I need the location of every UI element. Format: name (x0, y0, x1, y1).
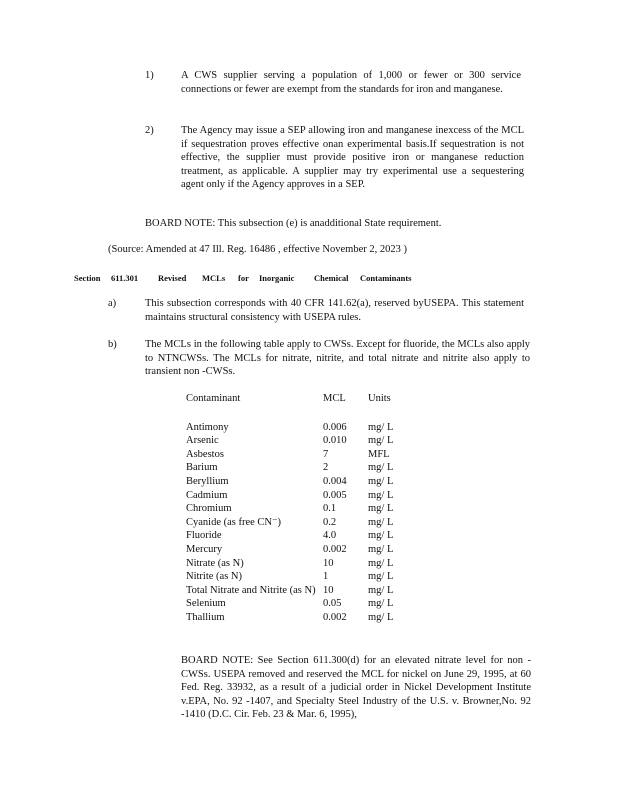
units-cell: mg/ L (368, 584, 394, 596)
contaminant-cell: Barium (186, 462, 218, 474)
contaminant-cell: Nitrite (as N) (186, 571, 242, 583)
contaminant-cell: Cadmium (186, 489, 228, 501)
mcl-cell: 0.2 (323, 516, 337, 528)
mcl-cell: 0.1 (323, 503, 337, 515)
contaminant-cell: Fluoride (186, 530, 222, 542)
units-cell: MFL (368, 448, 390, 460)
units-cell: mg/ L (368, 489, 394, 501)
contaminant-cell: Asbestos (186, 448, 224, 460)
heading-word: Contaminants (360, 273, 412, 283)
units-cell: mg/ L (368, 462, 394, 474)
table-row (186, 584, 408, 598)
mcl-cell: 0.05 (323, 598, 342, 610)
section-label: Section (74, 273, 101, 283)
mcl-cell: 1 (323, 571, 329, 583)
subsection-text: The MCLs in the following table apply to CWSs. Except for fluoride, the MCLs also apply to NTNCWSs. The MCLs for nitrate, nitrite, and total nitrate and nitrite also apply to transient non -CWSs. (145, 339, 530, 378)
table-row (186, 570, 408, 584)
units-cell: mg/ L (368, 598, 394, 610)
table-header-row (186, 392, 408, 421)
table-row (186, 529, 408, 543)
mcl-cell: 2 (323, 462, 329, 474)
mcl-cell: 0.005 (323, 489, 347, 501)
mcl-cell: 10 (323, 584, 334, 596)
table-row (186, 489, 408, 503)
contaminant-cell: Nitrate (as N) (186, 557, 244, 569)
heading-word: MCLs (202, 273, 226, 283)
table-row (186, 421, 408, 435)
contaminant-cell: Thallium (186, 611, 225, 623)
table-row (186, 434, 408, 448)
contaminant-cell: Chromium (186, 503, 232, 515)
column-header: MCL (323, 393, 346, 404)
item-text: A CWS supplier serving a population of 1,000 or fewer or 300 service connections or fewer are exempt from the standards for iron and manganese. (181, 70, 521, 95)
mcl-cell: 0.004 (323, 475, 347, 487)
board-note: BOARD NOTE: See Section 611.300(d) for an elevated nitrate level for non -CWSs. USEPA removed and reserved the MCL for nickel on June 29, 1995, at 60 Fed. Reg. 33932, as a result of a judicial order in Nickel Development Institute v.EPA, No. 92 -1407, and Specialty Steel Industry of the U.S. v. Browner,No. 92 -1410 (D.C. Cir. Feb. 23 & Mar. 6, 1995), (181, 655, 531, 721)
units-cell: mg/ L (368, 571, 394, 583)
contaminant-cell: Total Nitrate and Nitrite (as N) (186, 584, 316, 596)
units-cell: mg/ L (368, 435, 394, 447)
units-cell: mg/ L (368, 516, 394, 528)
table-row (186, 543, 408, 557)
mcl-cell: 7 (323, 448, 329, 460)
table-row (186, 461, 408, 475)
contaminant-cell: Cyanide (as free CN⁻) (186, 516, 282, 528)
mcl-cell: 0.006 (323, 421, 347, 433)
units-cell: mg/ L (368, 503, 394, 515)
units-cell: mg/ L (368, 557, 394, 569)
units-cell: mg/ L (368, 421, 394, 433)
table-row (186, 597, 408, 611)
table-row (186, 475, 408, 489)
mcl-cell: 0.010 (323, 435, 347, 447)
column-header: Units (368, 393, 391, 404)
column-header: Contaminant (186, 393, 241, 404)
units-cell: mg/ L (368, 543, 394, 555)
mcl-cell: 0.002 (323, 611, 347, 623)
heading-word: for (238, 273, 249, 283)
source-note: (Source: Amended at 47 Ill. Reg. 16486 , effective November 2, 2023 ) (108, 244, 407, 255)
units-cell: mg/ L (368, 611, 394, 623)
item-text: The Agency may issue a SEP allowing iron and manganese inexcess of the MCL if sequestration proves effective onan experimental basis.If sequestration is not effective, the supplier must provide positive iron or manganese reduction treatment, as applicable. A supplier may try experimental use a sequestering agent only if the Agency approves in a SEP. (181, 125, 524, 191)
mcl-table (186, 392, 408, 625)
mcl-cell: 4.0 (323, 530, 337, 542)
contaminant-cell: Antimony (186, 421, 229, 433)
contaminant-cell: Arsenic (186, 435, 219, 447)
subsection-letter: a) (108, 298, 117, 309)
subsection-text: This subsection corresponds with 40 CFR 141.62(a), reserved byUSEPA. This statement maintains structural consistency with USEPA rules. (145, 298, 524, 323)
item-number: 2) (145, 125, 154, 136)
section-number: 611.301 (111, 273, 139, 283)
units-cell: mg/ L (368, 530, 394, 542)
board-note: BOARD NOTE: This subsection (e) is anadditional State requirement. (145, 218, 442, 229)
table-row (186, 448, 408, 462)
subsection-letter: b) (108, 339, 117, 350)
heading-word: Revised (158, 273, 187, 283)
heading-word: Chemical (314, 273, 349, 283)
contaminant-cell: Selenium (186, 598, 226, 610)
units-cell: mg/ L (368, 475, 394, 487)
contaminant-cell: Beryllium (186, 475, 229, 487)
item-number: 1) (145, 70, 154, 81)
table-row (186, 557, 408, 571)
mcl-cell: 10 (323, 557, 334, 569)
table-row (186, 516, 408, 530)
contaminant-cell: Mercury (186, 543, 223, 555)
mcl-cell: 0.002 (323, 543, 347, 555)
heading-word: Inorganic (259, 273, 295, 283)
table-row (186, 502, 408, 516)
table-row (186, 611, 408, 625)
